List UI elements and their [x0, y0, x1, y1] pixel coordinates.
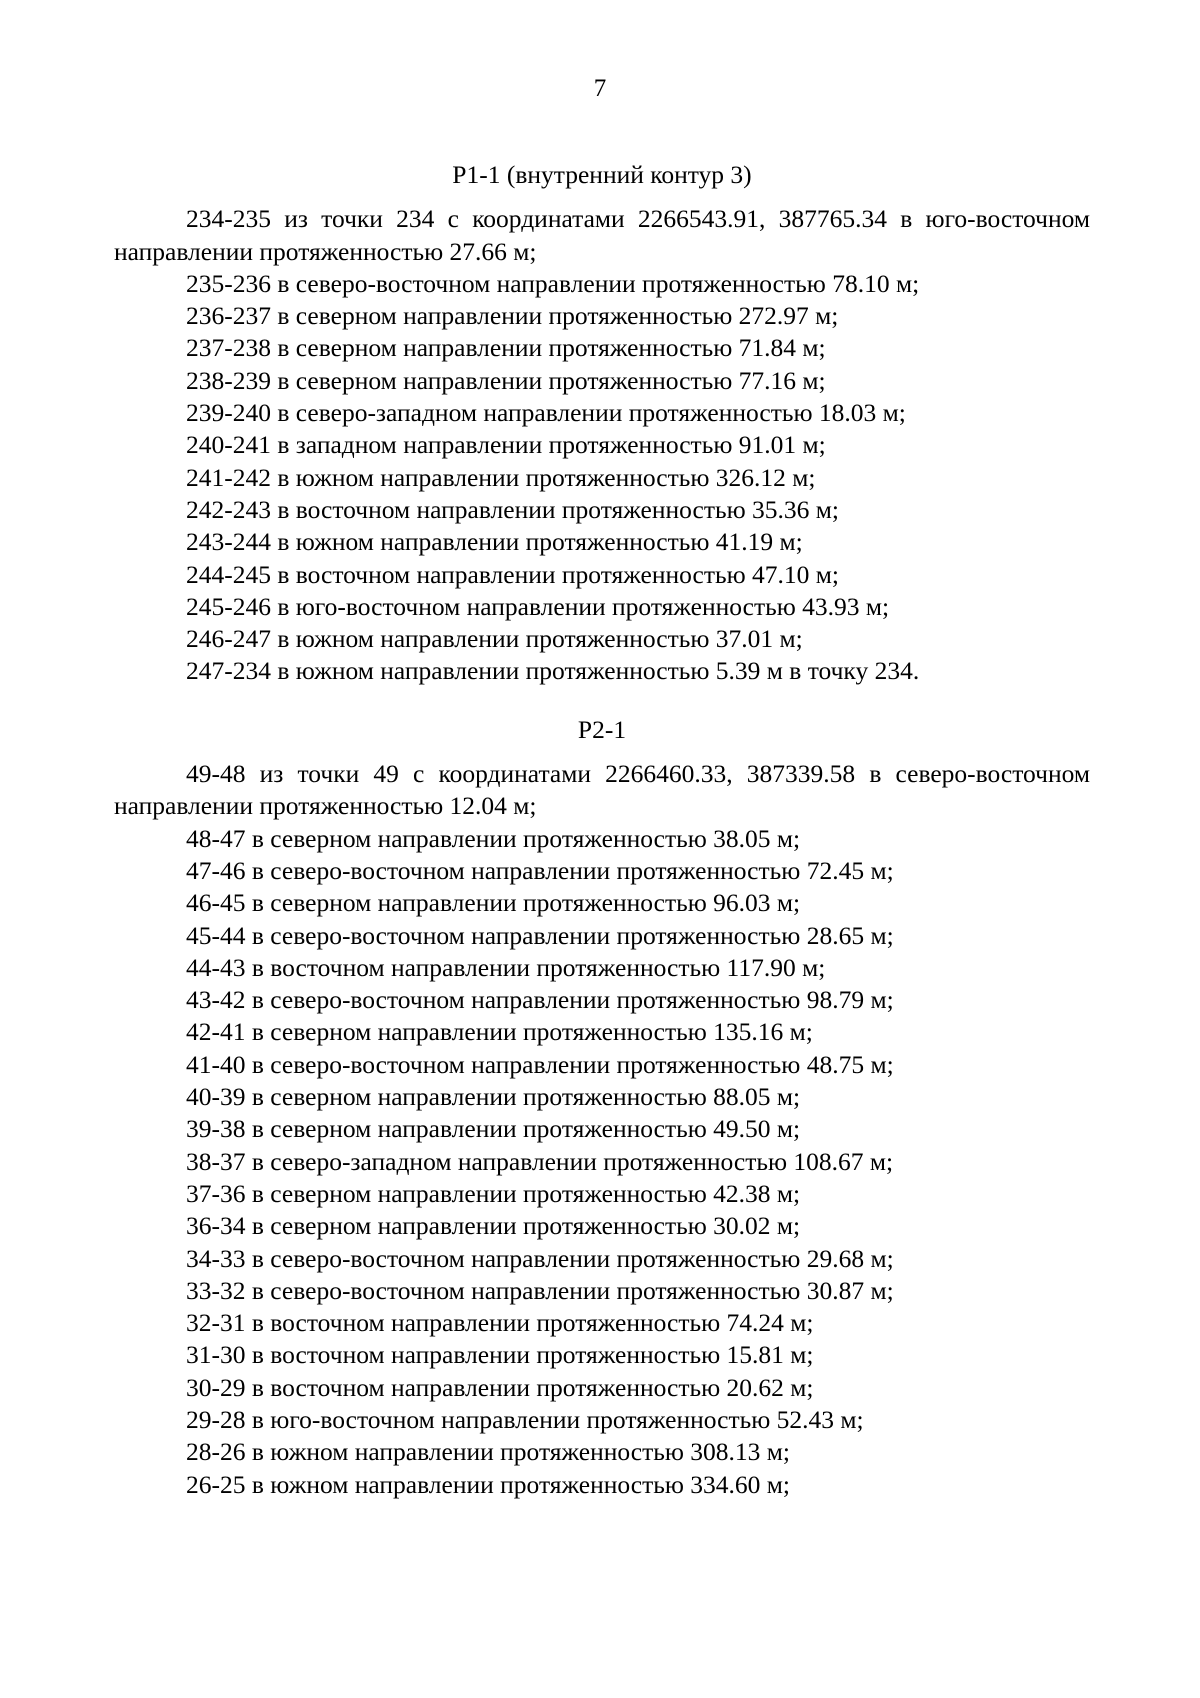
boundary-segment-line: 37-36 в северном направлении протяженностью 42.38 м; [186, 1178, 801, 1208]
boundary-segment-line: 38-37 в северо-западном направлении протяженностью 108.67 м; [186, 1146, 894, 1176]
boundary-segment-line: 246-247 в южном направлении протяженностью 37.01 м; [186, 624, 803, 654]
boundary-segment-line: 247-234 в южном направлении протяженностью 5.39 м в точку 234. [186, 656, 920, 686]
boundary-segment-line: 43-42 в северо-восточном направлении протяженностью 98.79 м; [186, 985, 894, 1015]
boundary-segment-line: 48-47 в северном направлении протяженностью 38.05 м; [186, 823, 801, 853]
boundary-segment-line: 245-246 в юго-восточном направлении протяженностью 43.93 м; [186, 591, 890, 621]
boundary-segment-line: 36-34 в северном направлении протяженностью 30.02 м; [186, 1211, 801, 1241]
section-r1-1 [114, 159, 1090, 688]
boundary-segment-line: 33-32 в северо-восточном направлении протяженностью 30.87 м; [186, 1275, 894, 1305]
section-r2-1 [114, 714, 1090, 1501]
boundary-start-paragraph: 234-235 из точки 234 с координатами 2266543.91, 387765.34 в юго-восточном направлении протяженностью 27.66 м; [114, 204, 1090, 266]
boundary-segment-line: 47-46 в северо-восточном направлении протяженностью 72.45 м; [186, 855, 894, 885]
boundary-segment-line: 28-26 в южном направлении протяженностью 308.13 м; [186, 1437, 791, 1467]
boundary-segment-line: 46-45 в северном направлении протяженностью 96.03 м; [186, 888, 801, 918]
boundary-segment-line: 26-25 в южном направлении протяженностью 334.60 м; [186, 1469, 791, 1499]
boundary-segment-line: 42-41 в северном направлении протяженностью 135.16 м; [186, 1017, 813, 1047]
boundary-segment-line: 29-28 в юго-восточном направлении протяженностью 52.43 м; [186, 1404, 864, 1434]
boundary-segment-line: 34-33 в северо-восточном направлении протяженностью 29.68 м; [186, 1243, 894, 1273]
boundary-segment-line: 244-245 в восточном направлении протяженностью 47.10 м; [186, 559, 840, 589]
section-heading: Р2-1 [577, 714, 627, 744]
boundary-segment-line: 45-44 в северо-восточном направлении протяженностью 28.65 м; [186, 920, 894, 950]
section-heading: Р1-1 (внутренний контур 3) [452, 160, 752, 189]
boundary-segment-line: 240-241 в западном направлении протяженностью 91.01 м; [186, 430, 826, 460]
boundary-start-paragraph: 49-48 из точки 49 с координатами 2266460.33, 387339.58 в северо-восточном направлении протяженностью 12.04 м; [114, 759, 1090, 821]
boundary-segment-line: 235-236 в северо-восточном направлении протяженностью 78.10 м; [186, 268, 920, 298]
boundary-segment-line: 238-239 в северном направлении протяженностью 77.16 м; [186, 365, 826, 395]
boundary-segment-line: 236-237 в северном направлении протяженностью 272.97 м; [186, 301, 839, 331]
boundary-segment-line: 41-40 в северо-восточном направлении протяженностью 48.75 м; [186, 1049, 894, 1079]
boundary-segment-list [114, 268, 1090, 688]
boundary-segment-line: 241-242 в южном направлении протяженностью 326.12 м; [186, 462, 816, 492]
boundary-segment-line: 239-240 в северо-западном направлении протяженностью 18.03 м; [186, 398, 906, 428]
document-body [114, 159, 1090, 1501]
boundary-segment-line: 40-39 в северном направлении протяженностью 88.05 м; [186, 1082, 801, 1112]
boundary-segment-line: 242-243 в восточном направлении протяженностью 35.36 м; [186, 494, 840, 524]
page-number: 7 [593, 75, 607, 102]
boundary-segment-line: 31-30 в восточном направлении протяженностью 15.81 м; [186, 1340, 814, 1370]
boundary-segment-line: 243-244 в южном направлении протяженностью 41.19 м; [186, 527, 803, 557]
boundary-segment-list [114, 823, 1090, 1501]
boundary-segment-line: 237-238 в северном направлении протяженностью 71.84 м; [186, 333, 826, 363]
boundary-segment-line: 44-43 в восточном направлении протяженностью 117.90 м; [186, 952, 826, 982]
boundary-segment-line: 39-38 в северном направлении протяженностью 49.50 м; [186, 1114, 801, 1144]
boundary-segment-line: 32-31 в восточном направлении протяженностью 74.24 м; [186, 1308, 814, 1338]
boundary-segment-line: 30-29 в восточном направлении протяженностью 20.62 м; [186, 1372, 814, 1402]
